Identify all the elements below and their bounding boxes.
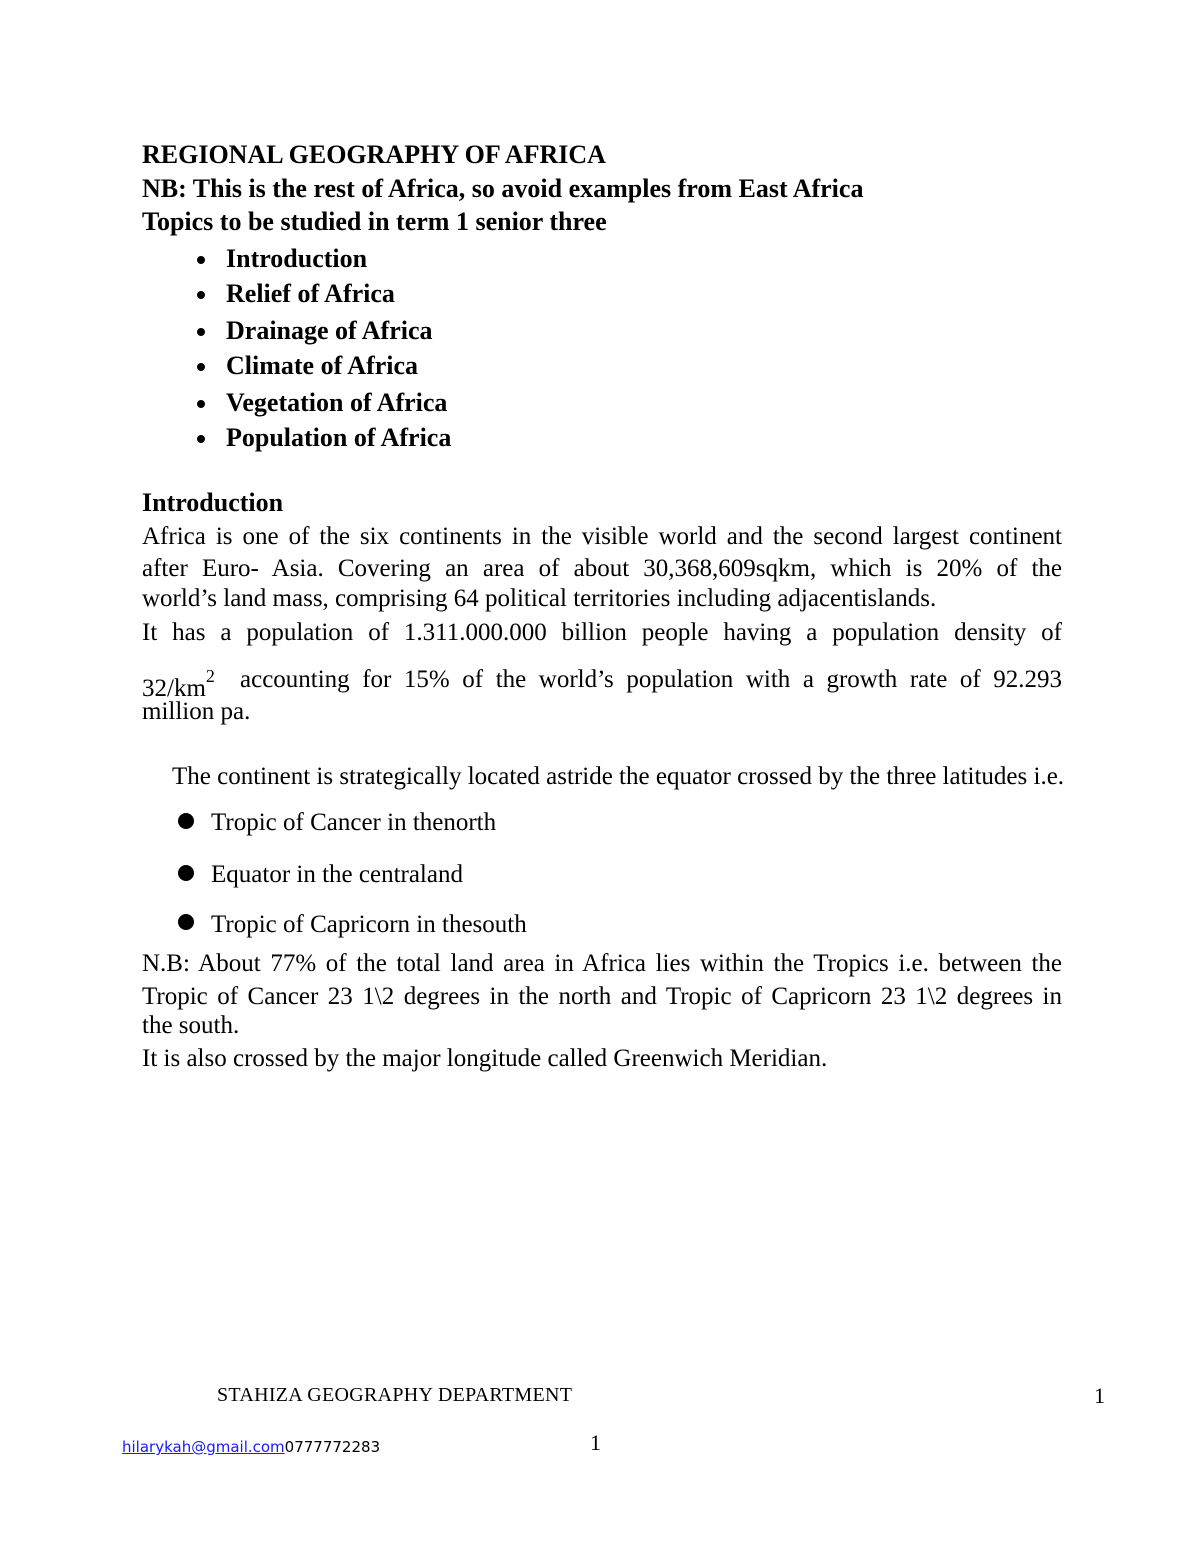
- paragraph-line: Africa is one of the six continents in the visible world and the second largest continent: [142, 523, 1062, 550]
- page-title: REGIONAL GEOGRAPHY OF AFRICA: [142, 140, 606, 169]
- list-item: Introduction: [226, 244, 368, 273]
- list-item: Population of Africa: [226, 423, 452, 452]
- list-item: Relief of Africa: [226, 279, 395, 308]
- paragraph-line: million pa.: [142, 698, 251, 725]
- footer-department: STAHIZA GEOGRAPHY DEPARTMENT: [217, 1384, 573, 1406]
- list-item: Tropic of Capricorn in thesouth: [211, 911, 527, 938]
- paragraph-line: after Euro- Asia. Covering an area of about 30,368,609sqkm, which is 20% of the: [142, 555, 1062, 582]
- paragraph-line: N.B: About 77% of the total land area in Africa lies within the Tropics i.e. between the: [142, 950, 1062, 977]
- paragraph-line: It is also crossed by the major longitude called Greenwich Meridian.: [142, 1045, 828, 1072]
- location-intro: The continent is strategically located astride the equator crossed by the three latitudes i.e.: [172, 763, 1065, 790]
- paragraph-line: It has a population of 1.311.000.000 billion people having a population density of: [142, 619, 1062, 646]
- nb-note: NB: This is the rest of Africa, so avoid examples from East Africa: [142, 174, 864, 203]
- phone-number: 0777772283: [284, 1438, 381, 1456]
- list-item: Tropic of Cancer in thenorth: [211, 809, 497, 836]
- bullet-icon: [197, 328, 205, 336]
- footer-contact: [122, 1438, 380, 1456]
- bullet-icon: [197, 400, 205, 408]
- page-number-bottom: 1: [590, 1430, 601, 1455]
- paragraph-line: Tropic of Cancer 23 1\2 degrees in the north and Tropic of Capricorn 23 1\2 degrees in: [142, 983, 1062, 1010]
- list-item: Drainage of Africa: [226, 316, 433, 345]
- density-value: 32/km: [142, 675, 206, 702]
- email-link[interactable]: hilarykah@gmail.com: [122, 1438, 285, 1456]
- list-item: Vegetation of Africa: [226, 388, 448, 417]
- bullet-icon: [178, 813, 194, 829]
- footer-page-number: 1: [1094, 1383, 1105, 1408]
- superscript-two: 2: [205, 666, 215, 686]
- section-heading-introduction: Introduction: [142, 488, 284, 517]
- bullet-icon: [197, 256, 205, 264]
- paragraph-line: accounting for 15% of the world’s population with a growth rate of 92.293: [240, 666, 1062, 693]
- bullet-icon: [197, 363, 205, 371]
- topics-heading: Topics to be studied in term 1 senior three: [142, 207, 607, 236]
- list-item: Equator in the centraland: [211, 861, 463, 888]
- bullet-icon: [178, 865, 194, 881]
- bullet-icon: [197, 435, 205, 443]
- paragraph-line: the south.: [142, 1012, 240, 1039]
- paragraph-line: world’s land mass, comprising 64 political territories including adjacentislands.: [142, 585, 937, 612]
- bullet-icon: [197, 291, 205, 299]
- bullet-icon: [178, 914, 194, 930]
- list-item: Climate of Africa: [226, 351, 419, 380]
